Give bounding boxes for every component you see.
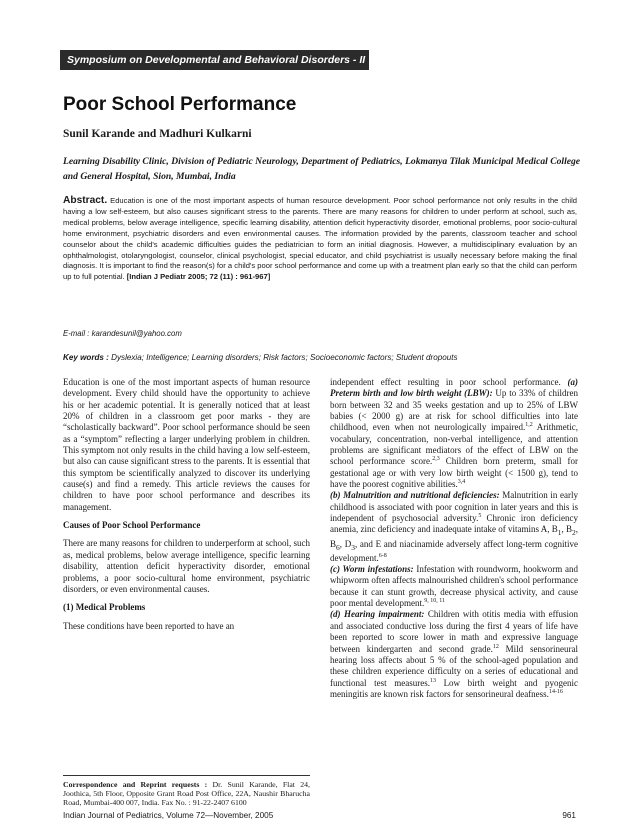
affiliation: Learning Disability Clinic, Division of Pediatric Neurology, Department of Pediatrics, Lokmanya Tilak Municipal Medical College and General Hospital, Sion, Mumbai, India	[63, 156, 581, 182]
author-email[interactable]: E-mail : karandesunil@yahoo.com	[63, 329, 182, 338]
right-paragraph-c	[330, 564, 578, 609]
citation-sup: 14-16	[548, 688, 563, 695]
medical-problems-paragraph: These conditions have been reported to have an	[63, 620, 235, 631]
keywords-lead: Key words :	[63, 353, 109, 362]
worm-label: (c) Worm infestations:	[330, 564, 414, 575]
footnote-divider	[63, 775, 310, 776]
abstract-text: Education is one of the most important aspects of human resource development. Poor school performance not only results in the child having a low self-esteem, but also causes significant stress to the parents. There are many reasons for children to under perform at school, such as, medical problems, below average intelligence, specific learning disability, attention deficit hyperactivity disorder, emotional problems, poor socio-cultural home environment, psychiatric disorders and even environmental causes. The information provided by the parents, classroom teacher and school counselor about the child's academic difficulties guides the pediatrician to form an initial diagnosis. However, a multidisciplinary evaluation by an ophthalmologist, otolaryngologist, counselor, clinical psychologist, special educator, and child psychiatrist is usually necessary before making the final diagnosis. It is important to find the reason(s) for a child's poor school performance and come up with a treatment plan early so that the child can perform up to full potential.	[63, 196, 577, 282]
abstract-citation: [Indian J Pediatr 2005; 72 (11) : 961-967]	[124, 272, 271, 282]
article-title: Poor School Performance	[63, 94, 297, 115]
correspondence-text: Dr. Sunil Karande, Flat 24, Joothica, 5th Floor, Opposite Grant Road Post Office, 22A, Naushir Bharucha Road, Mumbai-400 007, India. Fax No. : 91-22-2407 6100	[63, 780, 310, 808]
continuation-text: independent effect resulting in poor school performance.	[330, 377, 561, 387]
malnutrition-text: Malnutrition in early childhood is associated with poor cognition in later years and this is independent of psychosocial adversity.	[330, 490, 578, 524]
vitamin-sub: 2	[572, 528, 576, 538]
hearing-text-2: Mild sensorineural hearing loss affects about 5 % of the school-aged population and these children experience difficulty on a series of educational and functional test measures.	[330, 643, 578, 688]
hearing-text: Children with otitis media with effusion and associated conductive loss during the first 4 years of life have been reported to score lower in math and expressive language between kindergarten and second grade.	[330, 609, 578, 654]
preterm-text-2: Arithmetic, vocabulary, concentration, non-verbal intelligence, and attention problems are significant mediators of the effect of LBW on the school performance score.	[330, 422, 578, 467]
symposium-banner: Symposium on Developmental and Behavioral Disorders - II	[60, 50, 369, 70]
citation-sup: 9, 10, 11	[424, 598, 446, 605]
malnutrition-text-5: , D	[339, 538, 352, 549]
vitamin-sub: 6	[336, 542, 340, 552]
keywords	[63, 353, 583, 362]
vitamin-sub: 3	[351, 542, 355, 552]
keywords-text: Dyslexia; Intelligence; Learning disorders; Risk factors; Socioeconomic factors; Student dropouts	[108, 353, 458, 362]
right-paragraph-a	[330, 377, 578, 490]
worm-text: Infestation with roundworm, hookworm and whipworm often affects malnourished children's school performance because it can stunt growth, decrease physical activity, and cause poor mental development.	[330, 564, 579, 609]
citation-sup: 3,4	[457, 479, 466, 486]
journal-footer: Indian Journal of Pediatrics, Volume 72—November, 2005	[63, 811, 274, 820]
page-number: 961	[562, 811, 576, 820]
right-column	[330, 377, 578, 700]
intro-paragraph: Education is one of the most important aspects of human resource development. Every child should have the opportunity to achieve his or her academic potential. It is generally noticed that at least 20% of children in a classroom get poor marks - they are “scholastically backward”. Poor school performance should be seen as a “symptom” reflecting a larger underlying problem in children. This symptom not only results in the child having a low self-esteem, but also can cause significant stress to the parents. It is essential that this symptom be scientifically analyzed to discover its underlying cause(s) and find a remedy. This article reviews the causes for children to have poor school performance and describes its management.	[63, 377, 310, 512]
vitamin-sub: 1	[557, 528, 562, 538]
preterm-label: (a) Preterm birth and low birth weight (LBW):	[330, 377, 579, 399]
citation-sup: 2,3	[432, 456, 440, 463]
abstract	[63, 196, 577, 283]
right-paragraph-d	[330, 609, 578, 700]
malnutrition-text-2: Chronic iron deficiency anemia, zinc deficiency and inadequate intake of vitamins A, B	[330, 513, 578, 535]
medical-problems-heading: (1) Medical Problems	[63, 602, 146, 613]
abstract-lead: Abstract.	[63, 195, 108, 206]
causes-paragraph: There are many reasons for children to underperform at school, such as, medical problems, below average intelligence, specific learning disability, attention deficit hyperactivity disorder, emotional problems, a poor socio-cultural home environment, psychiatric disorders, or even environmental causes.	[63, 538, 310, 594]
preterm-text: Up to 33% of children born between 32 and 35 weeks gestation and up to 25% of LBW babies (< 2000 g) are at risk for school difficulties into late childhood, even when not neurologically impaired.	[330, 388, 578, 433]
malnutrition-text-4: , B	[330, 524, 578, 549]
malnutrition-text-6: , and E and niacinamide adversely affect long-term cognitive development.	[330, 538, 579, 563]
citation-sup: 12	[492, 643, 499, 650]
authors: Sunil Karande and Madhuri Kulkarni	[63, 128, 252, 140]
hearing-label: (d) Hearing impairment:	[330, 609, 425, 620]
citation-sup: 13	[429, 677, 436, 684]
left-column	[63, 377, 310, 632]
malnutrition-label: (b) Malnutrition and nutritional deficiencies:	[330, 490, 500, 501]
correspondence-lead: Correspondence and Reprint requests :	[63, 780, 208, 789]
causes-heading: Causes of Poor School Performance	[63, 520, 201, 531]
citation-sup: 1,2	[525, 422, 533, 429]
citation-sup: 5	[478, 513, 482, 520]
citation-sup: 6-8	[378, 552, 387, 559]
correspondence-note	[63, 780, 310, 808]
right-paragraph-b	[330, 490, 578, 564]
hearing-text-3: Low birth weight and pyogenic meningitis are known risk factors for sensorineural deafness.	[330, 677, 578, 699]
preterm-text-3: Children born preterm, small for gestational age or with very low birth weight (< 1500 g), tend to have the poorest cognitive abilities.	[330, 456, 578, 490]
malnutrition-text-3: , B	[561, 524, 572, 535]
